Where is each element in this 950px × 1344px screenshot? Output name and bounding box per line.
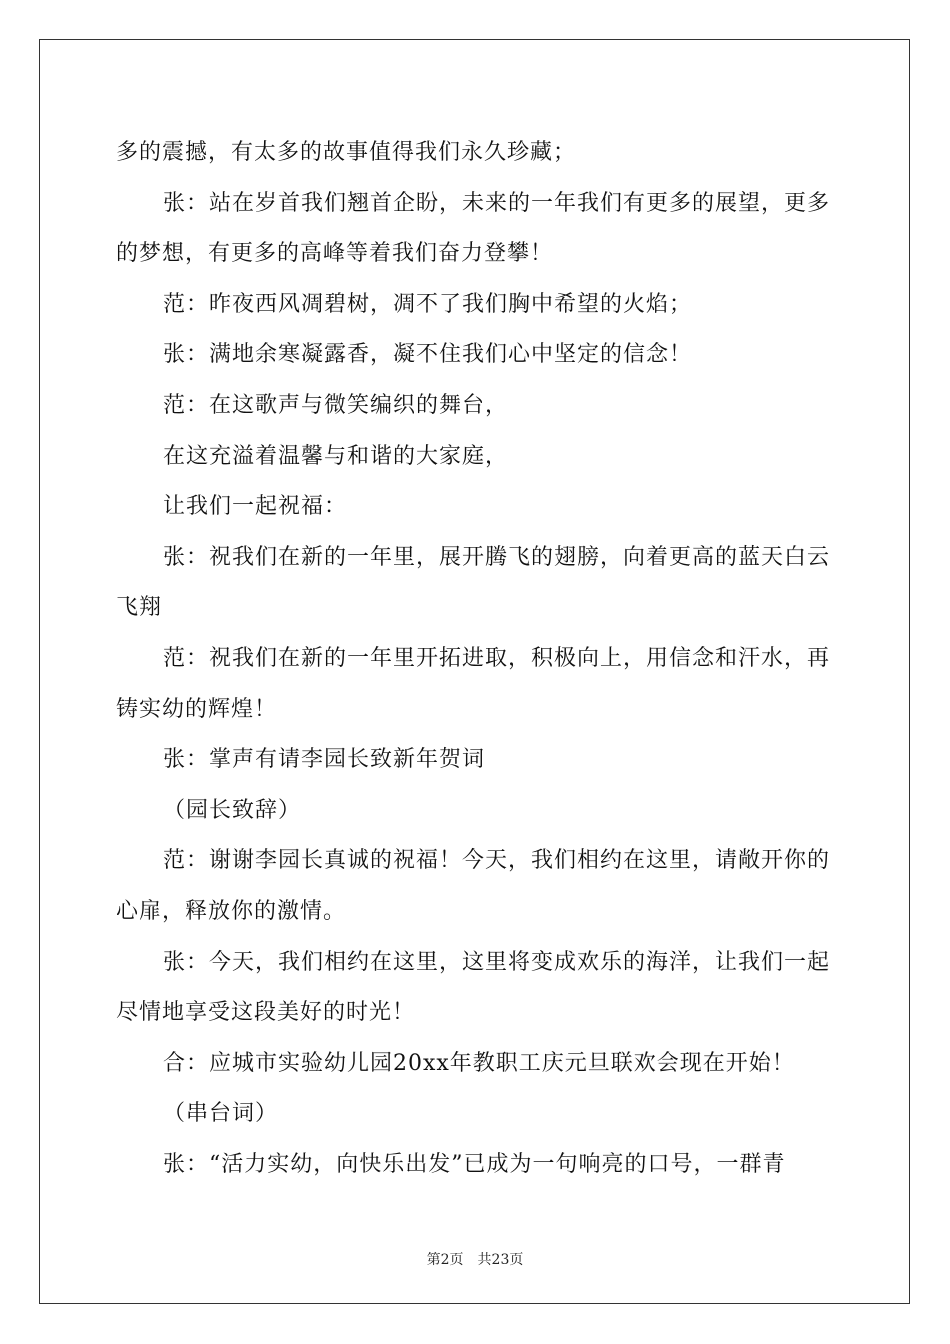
paragraph: 范：祝我们在新的一年里开拓进取，积极向上，用信念和汗水，再铸实幼的辉煌！ (116, 645, 831, 722)
paragraph: 合：应城市实验幼儿园20xx年教职工庆元旦联欢会现在开始！ (163, 1050, 795, 1076)
document-body (116, 128, 836, 1190)
paragraph: 范：在这歌声与微笑编织的舞台， (163, 392, 509, 418)
paragraph: 让我们一起祝福： (163, 494, 348, 520)
paragraph: 张：“活力实幼，向快乐出发”已成为一句响亮的口号，一群青 (163, 1151, 786, 1177)
paragraph: 张：满地余寒凝露香，凝不住我们心中坚定的信念！ (163, 342, 693, 368)
paragraph: （园长致辞） (163, 797, 302, 823)
paragraph: 张：掌声有请李园长致新年贺词 (163, 747, 486, 773)
paragraph: 张：今天，我们相约在这里，这里将变成欢乐的海洋，让我们一起尽情地享受这段美好的时光！ (116, 949, 831, 1026)
paragraph: 范：谢谢李园长真诚的祝福！今天，我们相约在这里，请敞开你的心扉，释放你的激情。 (116, 848, 831, 924)
paragraph: 在这充溢着温馨与和谐的大家庭， (163, 443, 509, 469)
page-number-footer: 第2页 共23页 (426, 1252, 524, 1268)
paragraph: 范：昨夜西风凋碧树，凋不了我们胸中希望的火焰； (163, 291, 693, 317)
paragraph: 张：站在岁首我们翘首企盼，未来的一年我们有更多的展望，更多的梦想，有更多的高峰等着我们奋力登攀！ (116, 190, 831, 267)
paragraph: 多的震撼，有太多的故事值得我们永久珍藏； (116, 140, 577, 165)
paragraph: （串台词） (163, 1101, 279, 1127)
paragraph: 张：祝我们在新的一年里，展开腾飞的翅膀，向着更高的蓝天白云飞翔 (116, 544, 831, 621)
